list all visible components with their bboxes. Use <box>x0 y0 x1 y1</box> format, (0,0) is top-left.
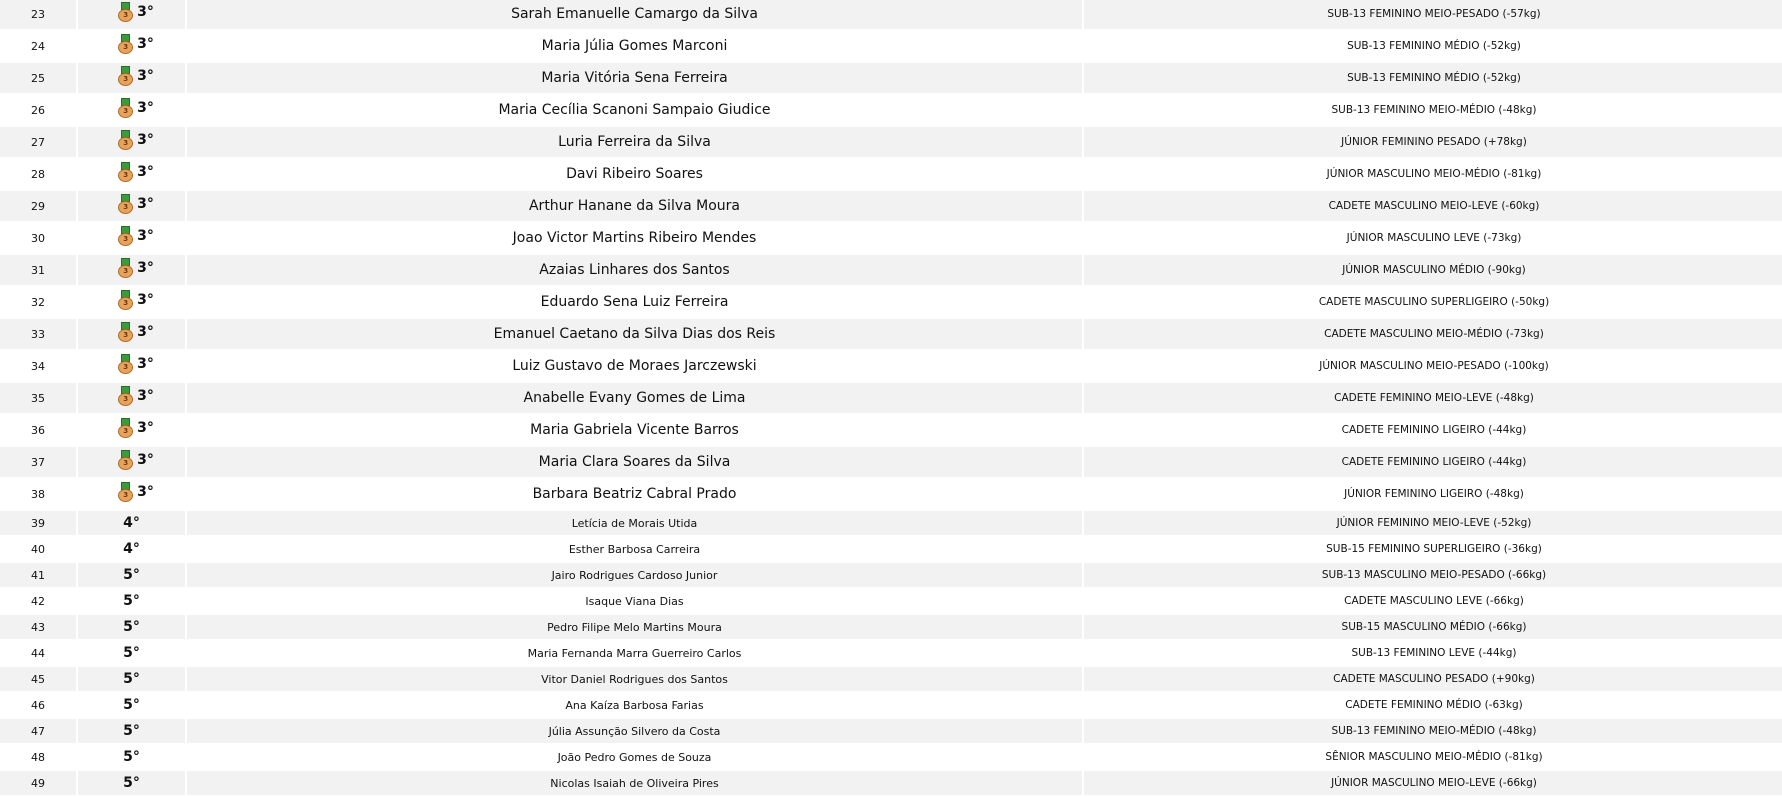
medal-disc: 3 <box>118 425 133 438</box>
rank-number: 49 <box>0 771 76 795</box>
table-row <box>0 287 1782 317</box>
placement <box>109 322 154 342</box>
placement <box>109 162 154 182</box>
rank-number: 28 <box>0 159 76 189</box>
rank-number: 38 <box>0 479 76 509</box>
athlete-name: Maria Gabriela Vicente Barros <box>187 415 1082 445</box>
table-row <box>0 719 1782 743</box>
rank-number: 31 <box>0 255 76 285</box>
category-label: CADETE MASCULINO MEIO-MÉDIO (-73kg) <box>1084 319 1782 349</box>
placement <box>109 2 154 22</box>
placement-cell <box>78 95 185 125</box>
category-label: CADETE MASCULINO LEVE (-66kg) <box>1084 589 1782 613</box>
placement-cell <box>78 641 185 665</box>
rank-number: 32 <box>0 287 76 317</box>
rank-number: 39 <box>0 511 76 535</box>
bronze-medal-icon <box>117 482 134 502</box>
athlete-name: Nicolas Isaiah de Oliveira Pires <box>187 771 1082 795</box>
rank-number: 46 <box>0 693 76 717</box>
placement-label: 3° <box>137 484 154 500</box>
athlete-name: Isaque Viana Dias <box>187 589 1082 613</box>
placement-cell <box>78 255 185 285</box>
athlete-name: Jairo Rodrigues Cardoso Junior <box>187 563 1082 587</box>
table-row <box>0 641 1782 665</box>
placement-label: 5° <box>123 749 140 765</box>
table-row <box>0 745 1782 769</box>
placement-cell <box>78 537 185 561</box>
athlete-name: Sarah Emanuelle Camargo da Silva <box>187 0 1082 29</box>
athlete-name: Maria Júlia Gomes Marconi <box>187 31 1082 61</box>
table-row <box>0 511 1782 535</box>
placement-label: 4° <box>123 515 140 531</box>
placement <box>123 515 140 531</box>
placement-label: 3° <box>137 164 154 180</box>
placement-cell <box>78 563 185 587</box>
rank-number: 24 <box>0 31 76 61</box>
placement-cell <box>78 319 185 349</box>
placement-cell <box>78 693 185 717</box>
placement-cell <box>78 159 185 189</box>
athlete-name: Ana Kaíza Barbosa Farias <box>187 693 1082 717</box>
category-label: SUB-13 FEMININO MÉDIO (-52kg) <box>1084 63 1782 93</box>
placement <box>123 723 140 739</box>
medal-disc: 3 <box>118 361 133 374</box>
athlete-name: Maria Cecília Scanoni Sampaio Giudice <box>187 95 1082 125</box>
bronze-medal-icon <box>117 162 134 182</box>
placement-cell <box>78 383 185 413</box>
category-label: JÚNIOR MASCULINO LEVE (-73kg) <box>1084 223 1782 253</box>
athlete-name: João Pedro Gomes de Souza <box>187 745 1082 769</box>
placement-label: 3° <box>137 132 154 148</box>
placement-label: 5° <box>123 697 140 713</box>
rank-number: 48 <box>0 745 76 769</box>
medal-disc: 3 <box>118 201 133 214</box>
rank-number: 43 <box>0 615 76 639</box>
category-label: SUB-13 FEMININO MEIO-PESADO (-57kg) <box>1084 0 1782 29</box>
table-row <box>0 383 1782 413</box>
placement-label: 5° <box>123 775 140 791</box>
medal-disc: 3 <box>118 329 133 342</box>
placement-label: 3° <box>137 420 154 436</box>
placement <box>109 194 154 214</box>
category-label: CADETE MASCULINO SUPERLIGEIRO (-50kg) <box>1084 287 1782 317</box>
medal-disc: 3 <box>118 489 133 502</box>
placement <box>109 386 154 406</box>
table-row <box>0 351 1782 381</box>
category-label: CADETE FEMININO MEIO-LEVE (-48kg) <box>1084 383 1782 413</box>
bronze-medal-icon <box>117 66 134 86</box>
placement <box>109 226 154 246</box>
bronze-medal-icon <box>117 418 134 438</box>
placement <box>123 749 140 765</box>
table-row <box>0 127 1782 157</box>
bronze-medal-icon <box>117 322 134 342</box>
placement-label: 5° <box>123 593 140 609</box>
placement-cell <box>78 745 185 769</box>
category-label: SUB-13 FEMININO MEIO-MÉDIO (-48kg) <box>1084 95 1782 125</box>
placement <box>123 697 140 713</box>
table-row <box>0 159 1782 189</box>
medal-disc: 3 <box>118 105 133 118</box>
category-label: JÚNIOR FEMININO MEIO-LEVE (-52kg) <box>1084 511 1782 535</box>
rank-number: 29 <box>0 191 76 221</box>
rank-number: 44 <box>0 641 76 665</box>
athlete-name: Luiz Gustavo de Moraes Jarczewski <box>187 351 1082 381</box>
placement-cell <box>78 63 185 93</box>
category-label: SUB-13 MASCULINO MEIO-PESADO (-66kg) <box>1084 563 1782 587</box>
category-label: CADETE FEMININO LIGEIRO (-44kg) <box>1084 447 1782 477</box>
category-label: JÚNIOR FEMININO LIGEIRO (-48kg) <box>1084 479 1782 509</box>
placement-cell <box>78 191 185 221</box>
rank-number: 37 <box>0 447 76 477</box>
medal-disc: 3 <box>118 233 133 246</box>
placement <box>109 34 154 54</box>
athlete-name: Esther Barbosa Carreira <box>187 537 1082 561</box>
placement-label: 4° <box>123 541 140 557</box>
rank-number: 23 <box>0 0 76 29</box>
medal-disc: 3 <box>118 393 133 406</box>
placement <box>123 593 140 609</box>
bronze-medal-icon <box>117 258 134 278</box>
placement-cell <box>78 223 185 253</box>
table-row <box>0 479 1782 509</box>
rank-number: 27 <box>0 127 76 157</box>
rank-number: 41 <box>0 563 76 587</box>
rank-number: 34 <box>0 351 76 381</box>
placement-label: 3° <box>137 388 154 404</box>
placement-label: 5° <box>123 671 140 687</box>
bronze-medal-icon <box>117 226 134 246</box>
placement-cell <box>78 351 185 381</box>
placement-cell <box>78 771 185 795</box>
category-label: SUB-13 FEMININO LEVE (-44kg) <box>1084 641 1782 665</box>
athlete-name: Joao Victor Martins Ribeiro Mendes <box>187 223 1082 253</box>
category-label: JÚNIOR FEMININO PESADO (+78kg) <box>1084 127 1782 157</box>
rank-number: 33 <box>0 319 76 349</box>
athlete-name: Arthur Hanane da Silva Moura <box>187 191 1082 221</box>
placement-cell <box>78 479 185 509</box>
category-label: JÚNIOR MASCULINO MEIO-PESADO (-100kg) <box>1084 351 1782 381</box>
placement <box>109 66 154 86</box>
bronze-medal-icon <box>117 2 134 22</box>
medal-disc: 3 <box>118 457 133 470</box>
category-label: CADETE FEMININO MÉDIO (-63kg) <box>1084 693 1782 717</box>
category-label: JÚNIOR MASCULINO MEIO-MÉDIO (-81kg) <box>1084 159 1782 189</box>
placement-label: 5° <box>123 723 140 739</box>
athlete-name: Pedro Filipe Melo Martins Moura <box>187 615 1082 639</box>
bronze-medal-icon <box>117 194 134 214</box>
placement-label: 3° <box>137 324 154 340</box>
bronze-medal-icon <box>117 354 134 374</box>
placement <box>123 541 140 557</box>
bronze-medal-icon <box>117 290 134 310</box>
rank-number: 40 <box>0 537 76 561</box>
placement-cell <box>78 287 185 317</box>
table-row <box>0 319 1782 349</box>
rank-number: 26 <box>0 95 76 125</box>
placement-label: 3° <box>137 196 154 212</box>
placement <box>109 482 154 502</box>
athlete-name: Maria Fernanda Marra Guerreiro Carlos <box>187 641 1082 665</box>
placement-cell <box>78 589 185 613</box>
placement-cell <box>78 615 185 639</box>
placement-label: 3° <box>137 260 154 276</box>
placement-label: 5° <box>123 619 140 635</box>
rank-number: 42 <box>0 589 76 613</box>
medal-disc: 3 <box>118 41 133 54</box>
placement-label: 5° <box>123 645 140 661</box>
rank-number: 36 <box>0 415 76 445</box>
table-row <box>0 589 1782 613</box>
table-row <box>0 771 1782 795</box>
table-row <box>0 223 1782 253</box>
athlete-name: Vitor Daniel Rodrigues dos Santos <box>187 667 1082 691</box>
category-label: CADETE FEMININO LIGEIRO (-44kg) <box>1084 415 1782 445</box>
placement-label: 3° <box>137 292 154 308</box>
placement-label: 3° <box>137 68 154 84</box>
bronze-medal-icon <box>117 130 134 150</box>
medal-disc: 3 <box>118 169 133 182</box>
placement-label: 5° <box>123 567 140 583</box>
medal-disc: 3 <box>118 73 133 86</box>
placement-cell <box>78 511 185 535</box>
placement-cell <box>78 667 185 691</box>
placement-label: 3° <box>137 36 154 52</box>
athlete-name: Júlia Assunção Silvero da Costa <box>187 719 1082 743</box>
bronze-medal-icon <box>117 34 134 54</box>
placement <box>109 98 154 118</box>
placement-label: 3° <box>137 4 154 20</box>
placement <box>123 645 140 661</box>
placement <box>109 354 154 374</box>
athlete-name: Maria Clara Soares da Silva <box>187 447 1082 477</box>
athlete-name: Maria Vitória Sena Ferreira <box>187 63 1082 93</box>
placement-cell <box>78 0 185 29</box>
table-row <box>0 693 1782 717</box>
table-row <box>0 255 1782 285</box>
bronze-medal-icon <box>117 98 134 118</box>
table-row <box>0 63 1782 93</box>
placement <box>109 290 154 310</box>
table-row <box>0 31 1782 61</box>
athlete-name: Emanuel Caetano da Silva Dias dos Reis <box>187 319 1082 349</box>
athlete-name: Barbara Beatriz Cabral Prado <box>187 479 1082 509</box>
category-label: SUB-15 FEMININO SUPERLIGEIRO (-36kg) <box>1084 537 1782 561</box>
category-label: CADETE MASCULINO PESADO (+90kg) <box>1084 667 1782 691</box>
table-row <box>0 0 1782 29</box>
athlete-name: Anabelle Evany Gomes de Lima <box>187 383 1082 413</box>
medal-disc: 3 <box>118 9 133 22</box>
placement-label: 3° <box>137 228 154 244</box>
category-label: SÊNIOR MASCULINO MEIO-MÉDIO (-81kg) <box>1084 745 1782 769</box>
athlete-name: Luria Ferreira da Silva <box>187 127 1082 157</box>
table-row <box>0 537 1782 561</box>
placement <box>123 671 140 687</box>
athlete-name: Eduardo Sena Luiz Ferreira <box>187 287 1082 317</box>
category-label: SUB-13 FEMININO MEIO-MÉDIO (-48kg) <box>1084 719 1782 743</box>
rank-number: 25 <box>0 63 76 93</box>
category-label: JÚNIOR MASCULINO MÉDIO (-90kg) <box>1084 255 1782 285</box>
medal-disc: 3 <box>118 137 133 150</box>
category-label: CADETE MASCULINO MEIO-LEVE (-60kg) <box>1084 191 1782 221</box>
placement <box>109 418 154 438</box>
placement <box>123 567 140 583</box>
placement-cell <box>78 719 185 743</box>
athlete-name: Davi Ribeiro Soares <box>187 159 1082 189</box>
placement <box>109 258 154 278</box>
rank-number: 45 <box>0 667 76 691</box>
placement-cell <box>78 415 185 445</box>
placement <box>123 775 140 791</box>
placement-label: 3° <box>137 452 154 468</box>
placement <box>109 130 154 150</box>
placement-cell <box>78 447 185 477</box>
bronze-medal-icon <box>117 450 134 470</box>
placement-label: 3° <box>137 100 154 116</box>
table-row <box>0 615 1782 639</box>
medal-disc: 3 <box>118 297 133 310</box>
rank-number: 35 <box>0 383 76 413</box>
placement <box>109 450 154 470</box>
category-label: SUB-15 MASCULINO MÉDIO (-66kg) <box>1084 615 1782 639</box>
table-row <box>0 667 1782 691</box>
rank-number: 47 <box>0 719 76 743</box>
table-row <box>0 447 1782 477</box>
athlete-name: Letícia de Morais Utida <box>187 511 1082 535</box>
table-row <box>0 563 1782 587</box>
rank-number: 30 <box>0 223 76 253</box>
athlete-name: Azaias Linhares dos Santos <box>187 255 1082 285</box>
category-label: SUB-13 FEMININO MÉDIO (-52kg) <box>1084 31 1782 61</box>
table-row <box>0 191 1782 221</box>
category-label: JÚNIOR MASCULINO MEIO-LEVE (-66kg) <box>1084 771 1782 795</box>
medal-disc: 3 <box>118 265 133 278</box>
placement-label: 3° <box>137 356 154 372</box>
table-row <box>0 415 1782 445</box>
placement-cell <box>78 31 185 61</box>
placement <box>123 619 140 635</box>
placement-cell <box>78 127 185 157</box>
bronze-medal-icon <box>117 386 134 406</box>
table-row <box>0 95 1782 125</box>
